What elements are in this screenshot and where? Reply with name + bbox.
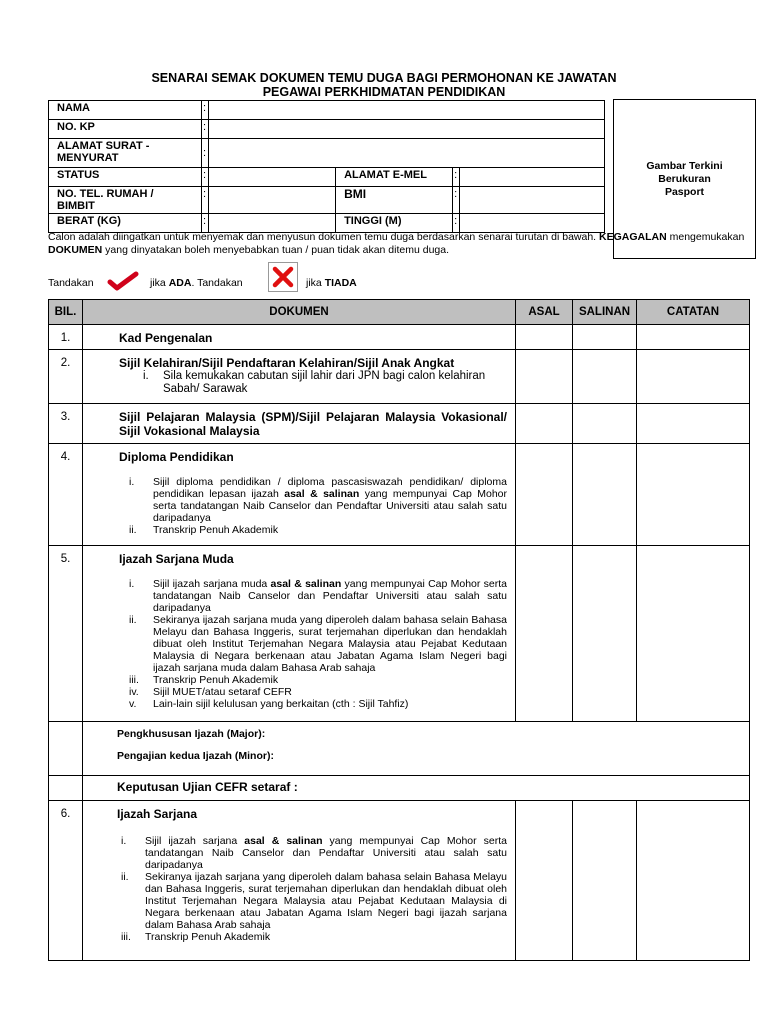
- check-mark-icon: [106, 266, 136, 296]
- legend-ada: jika ADA. Tandakan: [150, 277, 243, 289]
- tinggi-field[interactable]: [460, 214, 605, 233]
- nama-field[interactable]: [209, 101, 605, 120]
- minor-label: Pengajian kedua Ijazah (Minor):: [117, 750, 274, 762]
- legend-tiada: jika TIADA: [306, 277, 357, 289]
- salinan-checkbox[interactable]: [573, 325, 637, 350]
- asal-checkbox[interactable]: [516, 546, 573, 722]
- asal-checkbox[interactable]: [516, 801, 573, 961]
- label-nokp: NO. KP: [49, 120, 202, 139]
- cefr-label: Keputusan Ujian CEFR setaraf :: [117, 780, 298, 794]
- title-line-1: SENARAI SEMAK DOKUMEN TEMU DUGA BAGI PERMOHONAN KE JAWATAN: [151, 71, 617, 85]
- tel-field[interactable]: [209, 187, 336, 214]
- row-title: Sijil Pelajaran Malaysia (SPM)/Sijil Pelajaran Malaysia Vokasional/ Sijil Vokasional Malaysia: [119, 410, 507, 438]
- asal-checkbox[interactable]: [516, 325, 573, 350]
- label-status: STATUS: [49, 168, 202, 187]
- label-nama: NAMA: [49, 101, 202, 120]
- label-berat: BERAT (KG): [49, 214, 202, 233]
- row-title: Sijil Kelahiran/Sijil Pendaftaran Kelahiran/Sijil Anak Angkat: [119, 356, 455, 370]
- bmi-field[interactable]: [460, 187, 605, 214]
- table-row: 1. Kad Pengenalan: [49, 325, 750, 350]
- row-title: Ijazah Sarjana: [117, 807, 198, 821]
- table-row: 3. Sijil Pelajaran Malaysia (SPM)/Sijil Pelajaran Malaysia Vokasional/ Sijil Vokasional Malaysia: [49, 404, 750, 444]
- asal-checkbox[interactable]: [516, 444, 573, 546]
- header-dokumen: DOKUMEN: [83, 300, 516, 325]
- catatan-field[interactable]: [637, 444, 750, 546]
- label-tinggi: TINGGI (M): [336, 214, 453, 233]
- table-row: 4. Diploma Pendidikan i. Sijil diploma pendidikan / diploma pascasiswazah pendidikan/ diploma pendidikan lepasan ijazah asal & salinan yang mempunyai Cap Mohor serta tandatangan Naib Canselor dan Pendaftar Universiti atau salah satu daripadanya ii. Transkrip Penuh Akademik: [49, 444, 750, 546]
- label-tel: NO. TEL. RUMAH / BIMBIT: [49, 187, 202, 214]
- row-title: Diploma Pendidikan: [119, 450, 234, 464]
- status-field[interactable]: [209, 168, 336, 187]
- header-salinan: SALINAN: [573, 300, 637, 325]
- table-row: 5. Ijazah Sarjana Muda i. Sijil ijazah sarjana muda asal & salinan yang mempunyai Cap Mohor serta tandatangan Naib Canselor dan Pendaftar Universiti atau salah satu daripadanya ii. Sekiranya ijazah sarjana muda yang diperoleh dalam bahasa selain Bahasa Melayu dan Bahasa Inggeris, surat terjemahan diperlukan dan hendaklah dibuat oleh Institut Terjemahan Negara Malaysia atau Pejabat Kedutaan Malaysia di Negara berkenaan atau Jabatan Agama Islam Negeri bagi ijazah sarjana muda dalam Bahasa Arab sahaja iii. Transkrip Penuh Akademik iv. Sijil MUET/atau setaraf CEFR v. Lain-lain sijil kelulusan yang berkaitan (cth : Sijil Tahfiz): [49, 546, 750, 722]
- title-line-2: PEGAWAI PERKHIDMATAN PENDIDIKAN: [262, 85, 506, 99]
- label-bmi: BMI: [336, 187, 453, 214]
- row-title: Kad Pengenalan: [119, 331, 213, 345]
- photo-label: Gambar Terkini Berukuran Pasport: [646, 159, 723, 198]
- salinan-checkbox[interactable]: [573, 350, 637, 404]
- catatan-field[interactable]: [637, 404, 750, 444]
- catatan-field[interactable]: [637, 325, 750, 350]
- emel-field[interactable]: [460, 168, 605, 187]
- header-bil: BIL.: [49, 300, 83, 325]
- row-title: Ijazah Sarjana Muda: [119, 552, 234, 566]
- table-row: [49, 776, 750, 801]
- document-title: [48, 71, 720, 99]
- alamat-field[interactable]: [209, 139, 605, 168]
- document-checklist-table: [48, 299, 750, 961]
- nokp-field[interactable]: [209, 120, 605, 139]
- salinan-checkbox[interactable]: [573, 801, 637, 961]
- catatan-field[interactable]: [637, 350, 750, 404]
- catatan-field[interactable]: [637, 801, 750, 961]
- table-row: 6. Ijazah Sarjana i. Sijil ijazah sarjana asal & salinan yang mempunyai Cap Mohor serta tandatangan Naib Canselor dan Pendaftar Universiti atau salah satu daripadanya ii. Sekiranya ijazah sarjana yang diperoleh dalam bahasa selain Bahasa Melayu dan Bahasa Inggeris, surat terjemahan diperlukan dan hendaklah dibuat oleh Institut Terjemahan Negara Malaysia atau Pejabat Kedutaan Malaysia di Negara berkenaan atau Jabatan Agama Islam Negeri bagi ijazah sarjana dalam Bahasa Arab sahaja iii. Transkrip Penuh Akademik: [49, 801, 750, 961]
- header-catatan: CATATAN: [637, 300, 750, 325]
- label-alamat: ALAMAT SURAT - MENYURAT: [49, 139, 202, 168]
- applicant-info-table: NAMA : NO. KP : ALAMAT SURAT - MENYURAT : STATUS : ALAMAT E-MEL : NO. TEL. RUMAH / BIMBIT : BMI : BERAT (KG) : TINGGI (M) :: [48, 100, 605, 233]
- major-label: Pengkhususan Ijazah (Major):: [117, 728, 266, 740]
- table-row: 2. Sijil Kelahiran/Sijil Pendaftaran Kelahiran/Sijil Anak Angkat i. Sila kemukakan cabutan sijil lahir dari JPN bagi calon kelahiran Sabah/ Sarawak: [49, 350, 750, 404]
- asal-checkbox[interactable]: [516, 350, 573, 404]
- legend-tandakan: Tandakan: [48, 277, 94, 289]
- catatan-field[interactable]: [637, 546, 750, 722]
- salinan-checkbox[interactable]: [573, 546, 637, 722]
- instruction-note: Calon adalah diingatkan untuk menyemak dan menyusun dokumen temu duga berdasarkan senarai turutan di bawah. KEGAGALAN mengemukakan DOKUMEN yang dinyatakan boleh menyebabkan tuan / puan tidak akan ditemu duga.: [48, 231, 745, 256]
- header-asal: ASAL: [516, 300, 573, 325]
- asal-checkbox[interactable]: [516, 404, 573, 444]
- tick-legend: [48, 266, 648, 298]
- label-emel: ALAMAT E-MEL: [336, 168, 453, 187]
- berat-field[interactable]: [209, 214, 336, 233]
- salinan-checkbox[interactable]: [573, 444, 637, 546]
- salinan-checkbox[interactable]: [573, 404, 637, 444]
- cross-mark-icon: [268, 262, 298, 292]
- table-row: [49, 722, 750, 776]
